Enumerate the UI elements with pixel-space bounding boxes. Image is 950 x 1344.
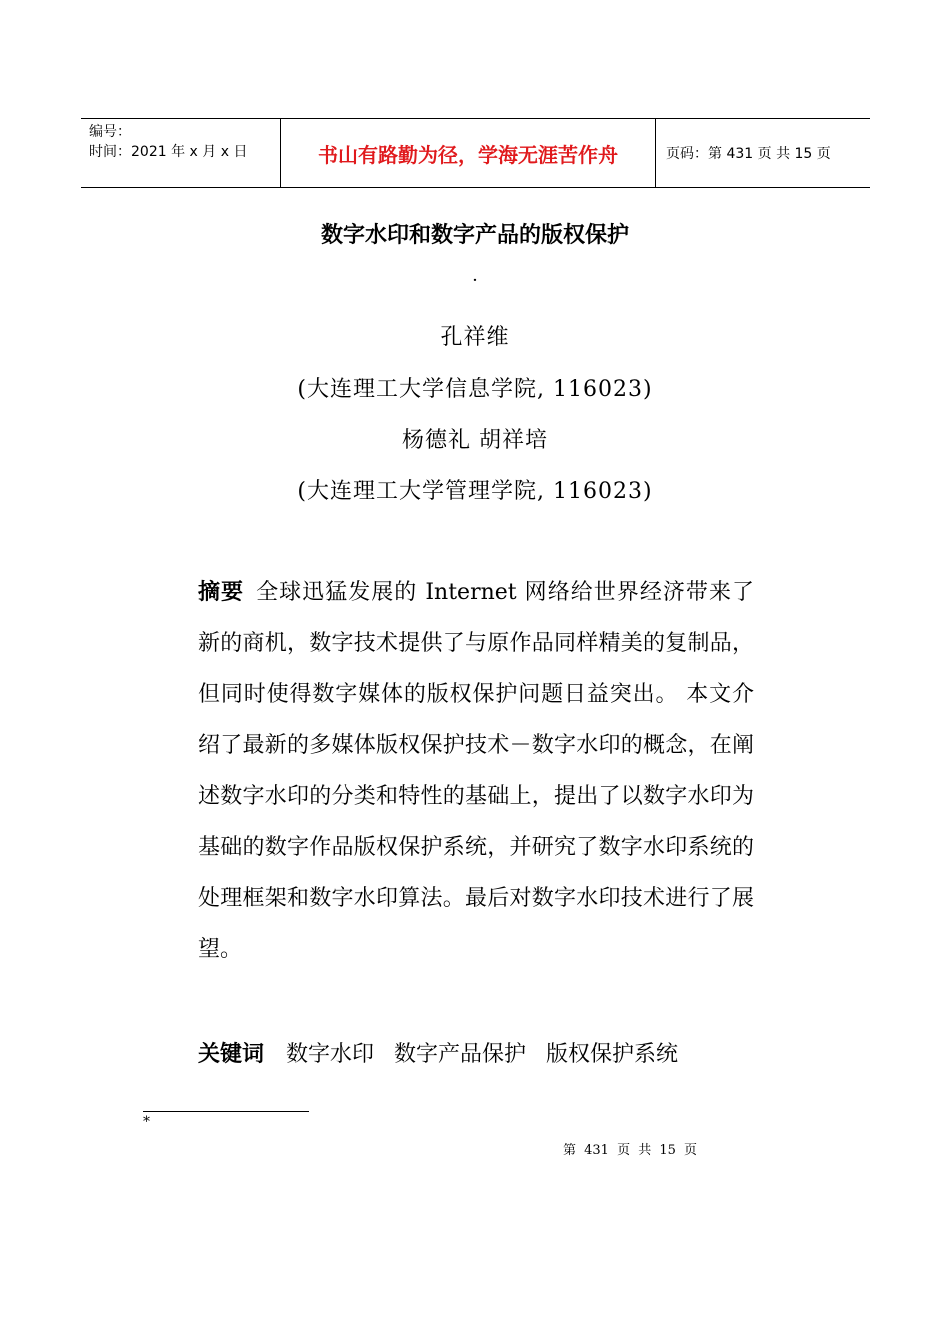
time-label: 时间：2021 年 x 月 x 日 [89, 144, 248, 160]
keyword-item: 数字产品保护 [394, 1042, 527, 1067]
title-mark: · [472, 270, 478, 291]
footnote-divider [143, 1111, 309, 1112]
keywords-label: 关键词 [198, 1042, 265, 1067]
author-affiliation-1: (大连理工大学信息学院, 116023) [297, 377, 653, 402]
page-footer: 第 431 页 共 15 页 [563, 1143, 698, 1158]
abstract-paragraph [198, 567, 754, 975]
header-page-info: 页码：第 431 页 共 15 页 [666, 146, 831, 162]
author-name-2: 杨德礼 胡祥培 [402, 428, 548, 453]
abstract-text: 全球迅猛发展的 Internet 网络给世界经济带来了新的商机，数字技术提供了与原作品同样精美的复制品，但同时使得数字媒体的版权保护问题日益突出。 本文介绍了最新的多媒体版权保护技术－数字水印的概念，在阐述数字水印的分类和特性的基础上，提出了以数字水印为基础的数字作品版权保护系统，并研究了数字水印系统的处理框架和数字水印算法。最后对数字水印技术进行了展望。 [198, 580, 754, 962]
keywords-line [198, 1029, 798, 1080]
keyword-item: 数字水印 [286, 1042, 375, 1067]
header-motto: 书山有路勤为径，学海无涯苦作舟 [281, 119, 656, 187]
number-label: 编号： [89, 124, 131, 140]
abstract-label: 摘要 [198, 580, 245, 605]
author-affiliation-2: (大连理工大学管理学院, 116023) [297, 479, 653, 504]
author-name-1: 孔祥维 [440, 325, 510, 350]
footnote-mark: * [143, 1114, 150, 1130]
document-header-table [81, 118, 870, 188]
keyword-item: 版权保护系统 [546, 1042, 679, 1067]
paper-title: 数字水印和数字产品的版权保护 [320, 223, 629, 248]
header-meta-cell [81, 119, 281, 187]
